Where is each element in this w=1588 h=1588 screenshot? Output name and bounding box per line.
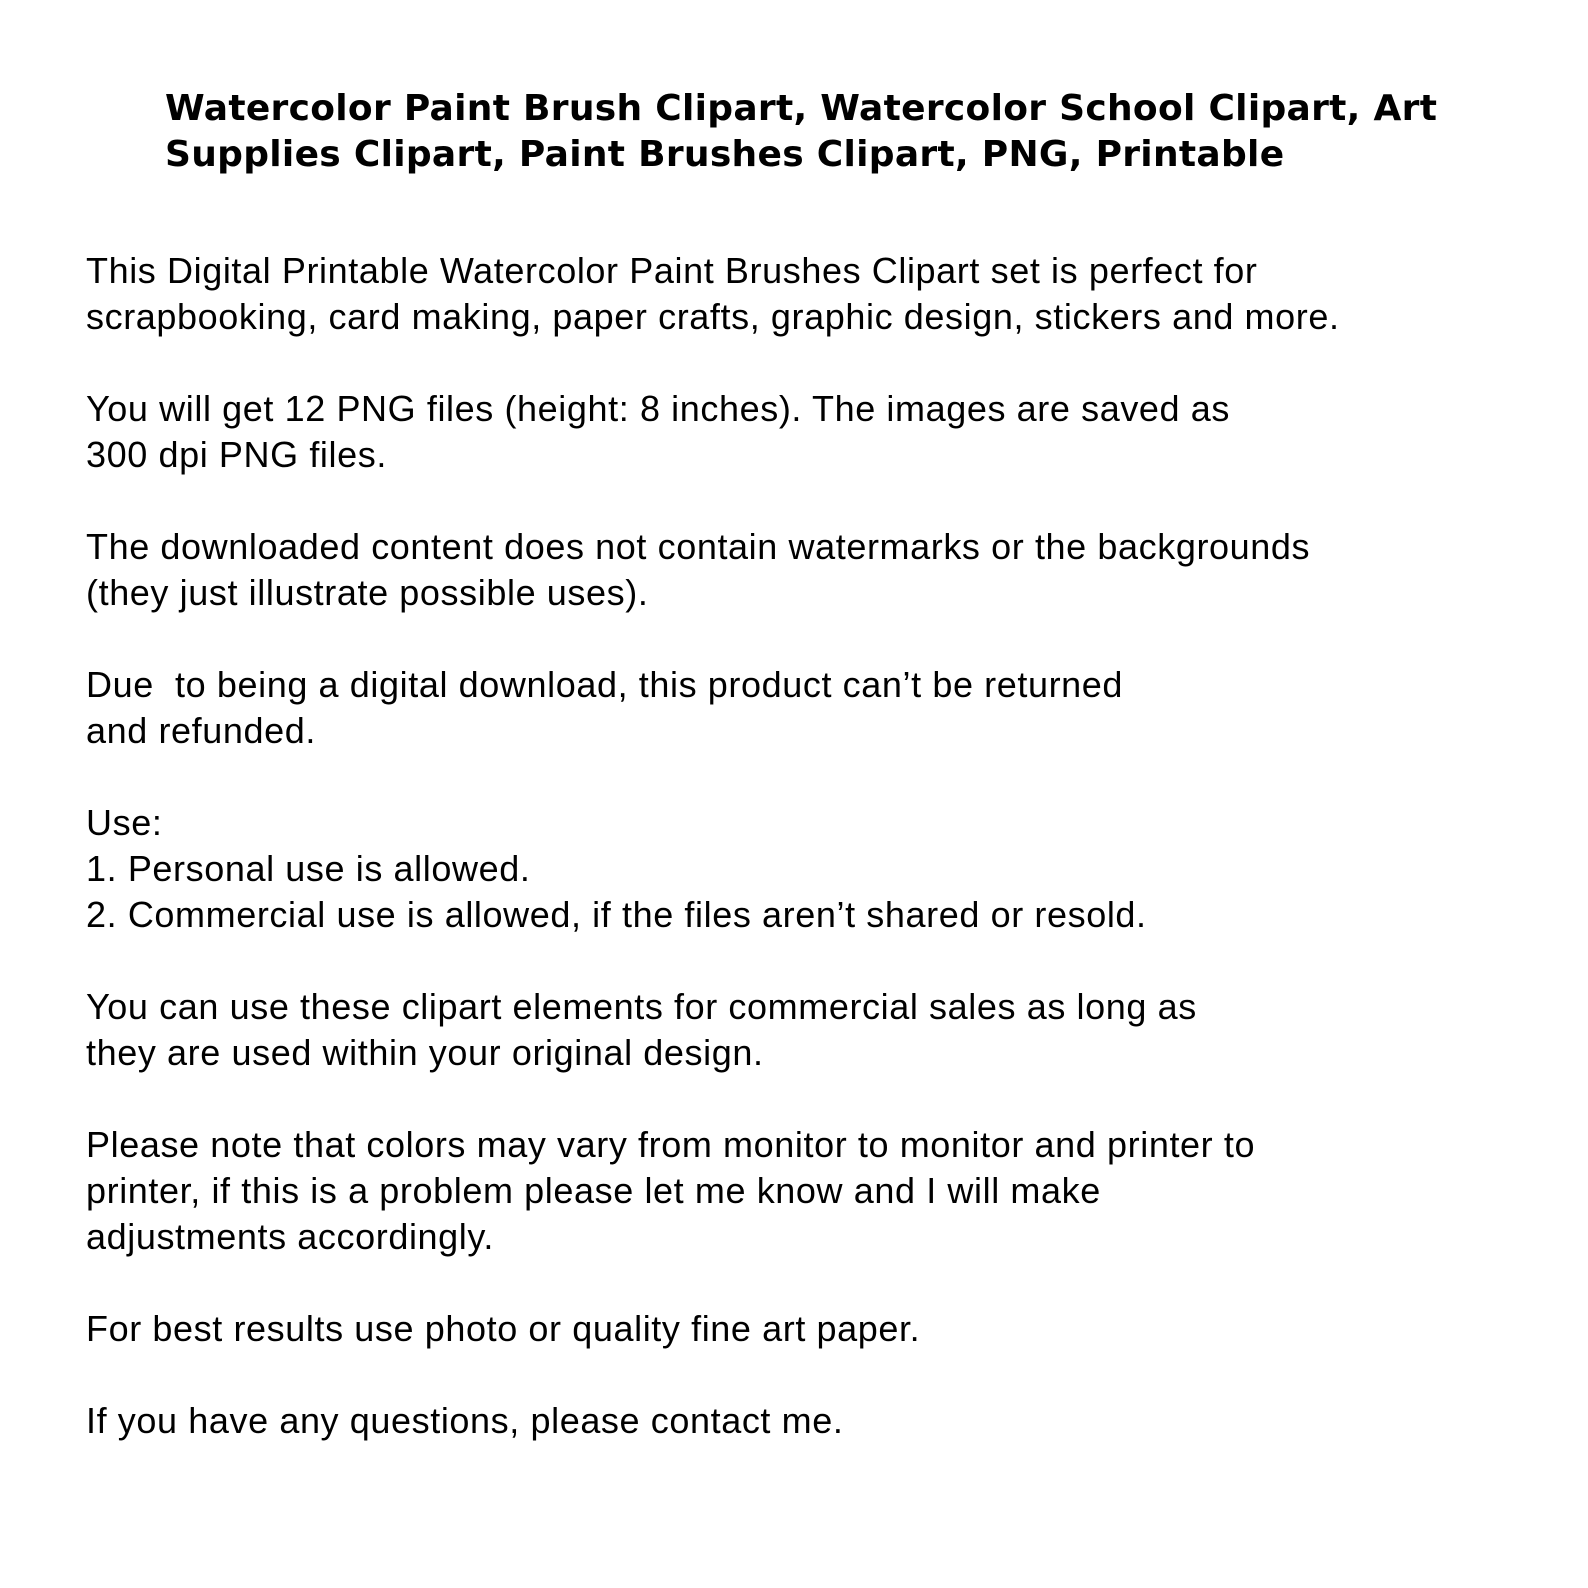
title-line-2: Supplies Clipart, Paint Brushes Clipart, PNG, Printable xyxy=(165,134,1285,175)
commercial-paragraph xyxy=(86,984,1556,1076)
colors-line-1: Please note that colors may vary from monitor to monitor and printer to xyxy=(86,1124,1256,1165)
paper-line-1: For best results use photo or quality fine art paper. xyxy=(86,1308,921,1349)
refund-paragraph xyxy=(86,662,1556,754)
intro-paragraph xyxy=(86,248,1556,340)
refund-line-1: Due to being a digital download, this product can’t be returned xyxy=(86,664,1124,705)
intro-line-2: scrapbooking, card making, paper crafts, graphic design, stickers and more. xyxy=(86,296,1340,337)
files-line-2: 300 dpi PNG files. xyxy=(86,434,387,475)
title-line-1: Watercolor Paint Brush Clipart, Watercolor School Clipart, Art xyxy=(165,88,1438,129)
page-title xyxy=(165,86,1465,178)
colors-line-3: adjustments accordingly. xyxy=(86,1216,494,1257)
refund-line-2: and refunded. xyxy=(86,710,316,751)
use-item-commercial: 2. Commercial use is allowed, if the files aren’t shared or resold. xyxy=(86,894,1147,935)
colors-paragraph xyxy=(86,1122,1556,1260)
files-paragraph xyxy=(86,386,1556,478)
contact-paragraph xyxy=(86,1398,1556,1444)
contact-line-1: If you have any questions, please contact me. xyxy=(86,1400,844,1441)
watermarks-line-2: (they just illustrate possible uses). xyxy=(86,572,649,613)
watermarks-paragraph xyxy=(86,524,1556,616)
colors-line-2: printer, if this is a problem please let me know and I will make xyxy=(86,1170,1101,1211)
description-body xyxy=(86,248,1556,1490)
intro-line-1: This Digital Printable Watercolor Paint Brushes Clipart set is perfect for xyxy=(86,250,1258,291)
watermarks-line-1: The downloaded content does not contain watermarks or the backgrounds xyxy=(86,526,1311,567)
commercial-line-2: they are used within your original design. xyxy=(86,1032,764,1073)
use-paragraph xyxy=(86,800,1556,938)
files-line-1: You will get 12 PNG files (height: 8 inches). The images are saved as xyxy=(86,388,1230,429)
use-heading: Use: xyxy=(86,802,163,843)
use-item-personal: 1. Personal use is allowed. xyxy=(86,848,531,889)
commercial-line-1: You can use these clipart elements for commercial sales as long as xyxy=(86,986,1197,1027)
paper-paragraph xyxy=(86,1306,1556,1352)
